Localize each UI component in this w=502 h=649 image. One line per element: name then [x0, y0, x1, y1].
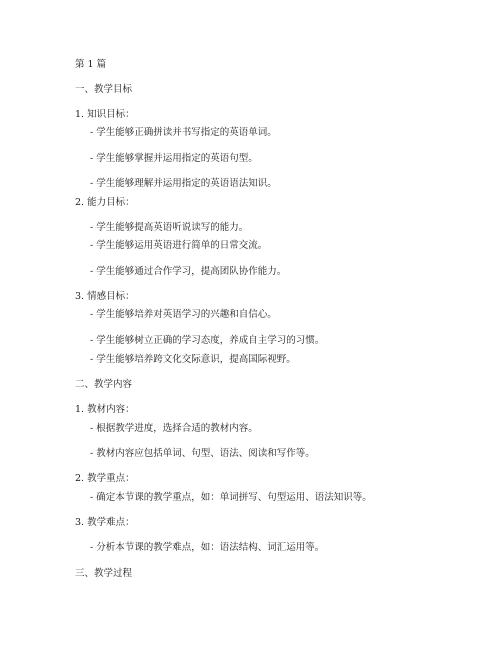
subsection-heading: 2. 能力目标： — [75, 197, 135, 208]
bullet-item: - 学生能够树立正确的学习态度，养成自主学习的习惯。 — [90, 335, 325, 346]
bullet-item: - 学生能够运用英语进行简单的日常交流。 — [90, 240, 268, 251]
bullet-item: - 学生能够通过合作学习，提高团队协作能力。 — [90, 266, 287, 277]
bullet-item: - 学生能够掌握并运用指定的英语句型。 — [90, 153, 258, 164]
bullet-item: - 学生能够理解并运用指定的英语语法知识。 — [90, 178, 277, 189]
bullet-item: - 分析本节课的教学难点，如：语法结构、词汇运用等。 — [90, 542, 325, 553]
bullet-item: - 学生能够提高英语听说读写的能力。 — [90, 222, 249, 233]
subsection-heading: 1. 知识目标： — [75, 109, 135, 120]
bullet-item: - 确定本节课的教学重点，如：单词拼写、句型运用、语法知识等。 — [90, 492, 372, 503]
document-title: 第 1 篇 — [75, 59, 107, 70]
section-heading: 三、教学过程 — [75, 568, 133, 579]
bullet-item: - 教材内容应包括单词、句型、语法、阅读和写作等。 — [90, 448, 315, 459]
section-heading: 一、教学目标 — [75, 84, 133, 95]
subsection-heading: 3. 情感目标： — [75, 291, 135, 302]
subsection-heading: 3. 教学难点： — [75, 517, 135, 528]
bullet-item: - 根据教学进度，选择合适的教材内容。 — [90, 423, 258, 434]
bullet-item: - 学生能够培养跨文化交际意识，提高国际视野。 — [90, 354, 296, 365]
subsection-heading: 2. 教学重点： — [75, 473, 135, 484]
bullet-item: - 学生能够正确拼读并书写指定的英语单词。 — [90, 127, 277, 138]
section-heading: 二、教学内容 — [75, 379, 133, 390]
subsection-heading: 1. 教材内容： — [75, 404, 135, 415]
bullet-item: - 学生能够培养对英语学习的兴趣和自信心。 — [90, 309, 277, 320]
